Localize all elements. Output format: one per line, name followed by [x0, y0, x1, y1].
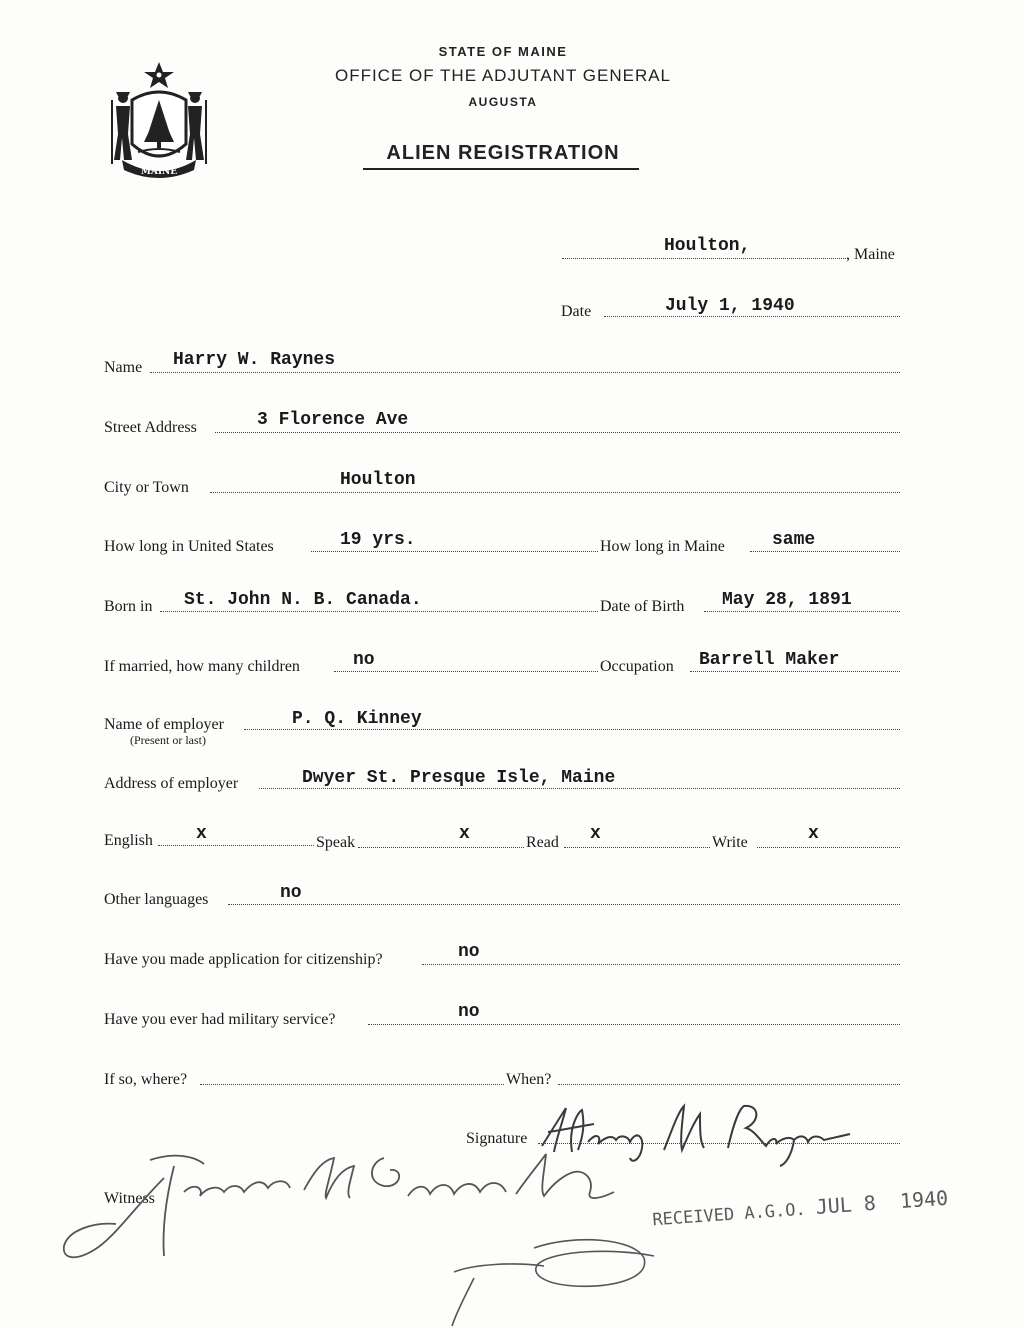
witness-signature-drawing: [54, 1138, 674, 1328]
birthplace-label: Born in: [104, 598, 153, 615]
birthplace-value: St. John N. B. Canada.: [184, 590, 422, 610]
citizenship-value: no: [458, 942, 480, 962]
witness-label: Witness: [104, 1190, 155, 1207]
received-stamp: [652, 1186, 949, 1231]
speak-value: x: [459, 824, 470, 844]
svg-text:MAINE: MAINE: [140, 167, 178, 177]
speak-label: Speak: [316, 834, 356, 851]
town-value: Houlton: [340, 470, 416, 490]
form-title: ALIEN REGISTRATION: [386, 142, 620, 164]
military-value: no: [458, 1002, 480, 1022]
where-label: If so, where?: [104, 1071, 188, 1088]
employer-address-value: Dwyer St. Presque Isle, Maine: [302, 768, 616, 788]
stamp-month-day: JUL 8: [814, 1190, 877, 1219]
military-label: Have you ever had military service?: [104, 1011, 336, 1028]
other-languages-label: Other languages: [104, 891, 209, 908]
employer-value: P. Q. Kinney: [292, 709, 422, 729]
maine-duration-label: How long in Maine: [600, 538, 725, 555]
state-seal-icon: [106, 60, 212, 180]
write-label: Write: [712, 834, 748, 851]
citizenship-label: Have you made application for citizenship?: [104, 951, 383, 968]
occupation-label: Occupation: [600, 658, 674, 675]
city-heading: AUGUSTA: [468, 95, 538, 109]
children-label: If married, how many children: [104, 658, 300, 675]
english-label: English: [104, 832, 153, 849]
us-duration-value: 19 yrs.: [340, 530, 416, 550]
employer-address-label: Address of employer: [104, 775, 239, 792]
title-underline: [363, 168, 639, 170]
state-heading: STATE OF MAINE: [438, 44, 568, 59]
name-label: Name: [104, 359, 143, 376]
office-heading: OFFICE OF THE ADJUTANT GENERAL: [334, 66, 672, 85]
read-value: x: [590, 824, 601, 844]
street-label: Street Address: [104, 419, 197, 436]
children-value: no: [353, 650, 375, 670]
date-value: July 1, 1940: [665, 296, 795, 316]
when-label: When?: [506, 1071, 552, 1088]
read-label: Read: [526, 834, 559, 851]
location-city-value: Houlton,: [664, 236, 751, 256]
maine-duration-value: same: [772, 530, 816, 550]
occupation-value: Barrell Maker: [699, 650, 840, 670]
location-state-label: , Maine: [846, 246, 895, 263]
date-label: Date: [561, 303, 592, 320]
stamp-year: 1940: [899, 1185, 949, 1213]
other-languages-value: no: [280, 883, 302, 903]
employer-label: Name of employer: [104, 716, 224, 733]
name-value: Harry W. Raynes: [173, 350, 336, 370]
stamp-prefix: RECEIVED A.G.O.: [651, 1199, 807, 1231]
signature-label: Signature: [466, 1130, 528, 1147]
us-duration-label: How long in United States: [104, 538, 274, 555]
street-value: 3 Florence Ave: [257, 410, 409, 430]
english-value: x: [196, 824, 207, 844]
dob-value: May 28, 1891: [722, 590, 852, 610]
town-label: City or Town: [104, 479, 189, 496]
employer-sublabel: (Present or last): [130, 733, 206, 747]
dob-label: Date of Birth: [600, 598, 685, 615]
write-value: x: [808, 824, 819, 844]
